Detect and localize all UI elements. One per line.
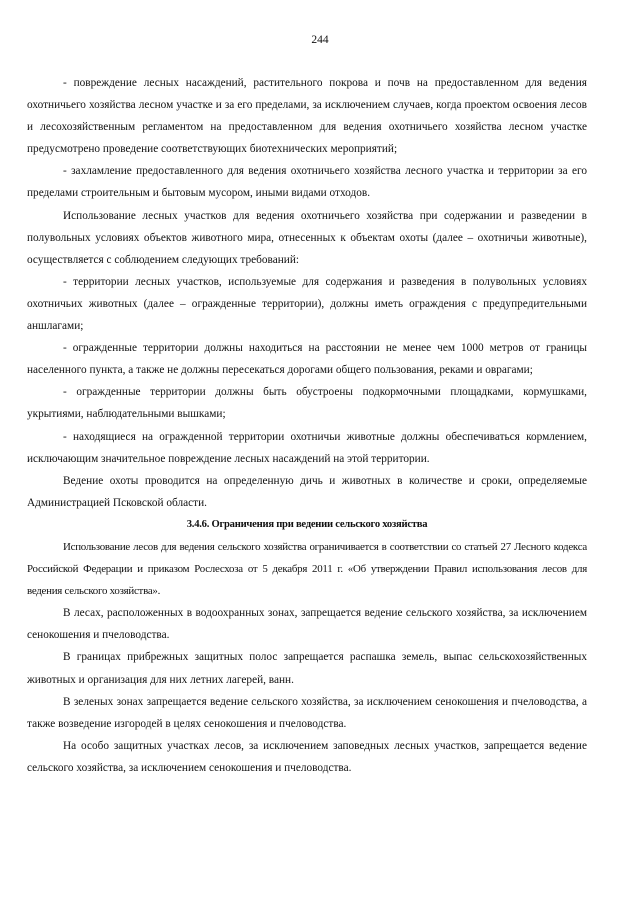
paragraph-agriculture-restriction: Использование лесов для ведения сельского хозяйства ограничивается в соответствии со статьей 27 Лесного кодекса Российской Федерации и приказом Рослесхоза от 5 декабря 2011 г. «Об утверждении Правил использования лесов для ведения сельского хозяйства». [27,540,587,598]
paragraph-green-zones: В зеленых зонах запрещается ведение сельского хозяйства, за исключением сенокошения и пчеловодства, а также возведение изгородей в целях сенокошения и пчеловодства. [27,695,587,730]
paragraph-forbidden-littering: - захламление предоставленного для ведения охотничьего хозяйства лесного участка и территории за его пределами строительным и бытовым мусором, иными видами отходов. [27,165,587,200]
paragraph-facilities: - огражденные территории должны быть обустроены подкормочными площадками, кормушками, укрытиями, наблюдательными вышками; [27,386,587,421]
paragraph-hunting-quota: Ведение охоты проводится на определенную дичь и животных в количестве и сроки, определяемые Администрацией Псковской области. [27,474,587,509]
document-body [27,72,587,779]
paragraph-forbidden-damage: - повреждение лесных насаждений, растительного покрова и почв на предоставленном для ведения охотничьего хозяйства лесном участке и за его пределами, за исключением случаев, когда проектом освоения лесов и лесохозяйственным регламентом на предоставленном для ведения охотничьего хозяйства лесном участке предусмотрено проведение соответствующих биотехнических мероприятий; [27,77,587,156]
paragraph-semi-free-requirements: Использование лесных участков для ведения охотничьего хозяйства при содержании и разведении в полувольных условиях объектов животного мира, отнесенных к объектам охоты (далее – охотничьи животные), осуществляется с соблюдением следующих требований: [27,209,587,266]
paragraph-fenced-territories: - территории лесных участков, используемые для содержания и разведения в полувольных условиях охотничьих животных (далее – огражденные территории), должны иметь ограждения с предупредительными аншлагами; [27,275,587,333]
paragraph-coastal-strips: В границах прибрежных защитных полос запрещается распашка земель, выпас сельскохозяйственных животных и организация для них летних лагерей, ванн. [27,651,587,686]
paragraph-water-protection-zones: В лесах, расположенных в водоохранных зонах, запрещается ведение сельского хозяйства, за исключением сенокошения и пчеловодства. [27,607,587,642]
section-heading: 3.4.6. Ограничения при ведении сельского хозяйства [186,518,428,530]
paragraph-feeding: - находящиеся на огражденной территории охотничьи животные должны обеспечиваться кормлением, исключающим значительное повреждение лесных насаждений на этой территории. [27,430,587,465]
paragraph-protective-areas: На особо защитных участках лесов, за исключением заповедных лесных участков, запрещается ведение сельского хозяйства, за исключением сенокошения и пчеловодства. [27,739,587,774]
paragraph-distance-requirement: - огражденные территории должны находиться на расстоянии не менее чем 1000 метров от границы населенного пункта, а также не должны пересекаться дорогами общего пользования, реками и оврагами; [27,342,587,377]
page-number: 244 [311,34,329,46]
